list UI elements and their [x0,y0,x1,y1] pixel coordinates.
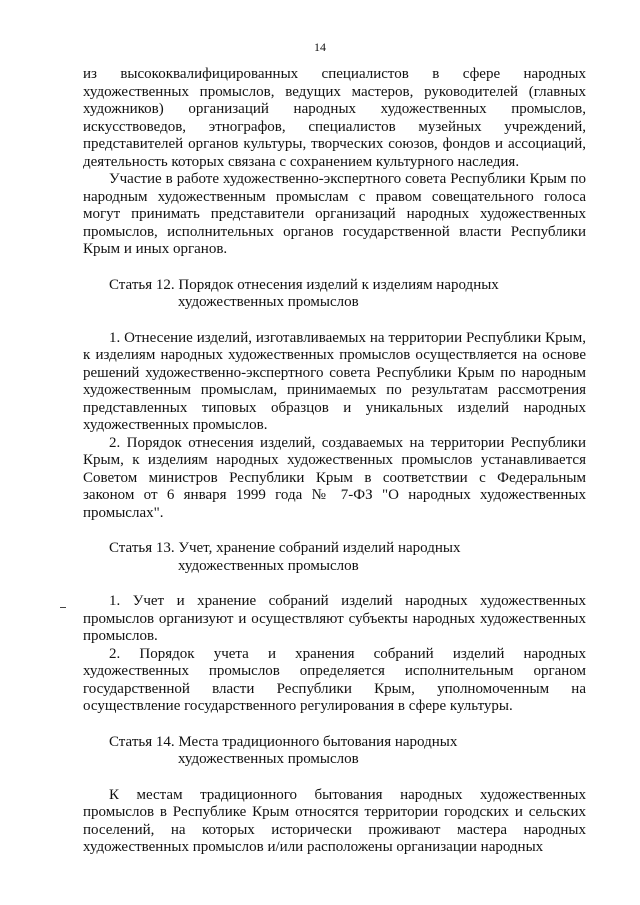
article-12-paragraph-1: 1. Отнесение изделий, изготавливаемых на территории Республики Крым, к изделиям народных художественных промыслов осуществляется на основе решений художественно-экспертного совета Республики Крым по народным художественным промыслам, принимаемых по результатам рассмотрения представленных типовых образцов и уникальных изделий народных художественных промыслов. [83,329,586,433]
article-14-heading-line2: художественных промыслов [178,751,359,767]
article-14-heading-line1: Статья 14. Места традиционного бытования народных [109,733,458,750]
article-14-paragraph-1: К местам традиционного бытования народных художественных промыслов в Республике Крым относятся территории городских и сельских поселений, на которых исторически проживают мастера народных художественных промыслов и/или расположены организации народных [83,786,586,855]
margin-mark [60,607,66,608]
page-number: 14 [314,40,326,54]
paragraph-continuation: из высококвалифицированных специалистов в сфере народных художественных промыслов, ведущих мастеров, руководителей (главных художников) организаций народных художественных промыслов, искусствоведов, этнографов, специалистов музейных учреждений, представителей органов культуры, творческих союзов, фондов и ассоциаций, деятельность которых связана с сохранением культурного наследия. [83,66,586,170]
article-13-heading-line1: Статья 13. Учет, хранение собраний изделий народных [109,540,461,556]
article-13-heading-line2: художественных промыслов [178,557,359,574]
page-content [83,66,586,857]
article-12-heading-line1: Статья 12. Порядок отнесения изделий к изделиям народных [109,276,499,293]
article-13-paragraph-2: 2. Порядок учета и хранения собраний изделий народных художественных промыслов определяется исполнительным органом государственной власти Республики Крым, уполномоченным на осуществление государственного регулирования в сфере культуры. [83,645,586,714]
article-13-heading [83,540,586,575]
article-14-heading [83,734,586,769]
article-12-heading-line2: художественных промыслов [178,294,359,310]
article-13-paragraph-1: 1. Учет и хранение собраний изделий народных художественных промыслов организуют и осуществляют субъекты народных художественных промыслов. [83,593,586,644]
paragraph-participation: Участие в работе художественно-экспертного совета Республики Крым по народным художественным промыслам с правом совещательного голоса могут принимать представители организаций народных художественных промыслов, исполнительных органов государственной власти Республики Крым и иных органов. [83,171,586,257]
article-12-heading [83,277,586,312]
article-12-paragraph-2: 2. Порядок отнесения изделий, создаваемых на территории Республики Крым, к изделиям народных художественных промыслов устанавливается Советом министров Республики Крым в соответствии с Федеральным законом от 6 января 1999 года № 7-ФЗ "О народных художественных промыслах". [83,434,586,521]
